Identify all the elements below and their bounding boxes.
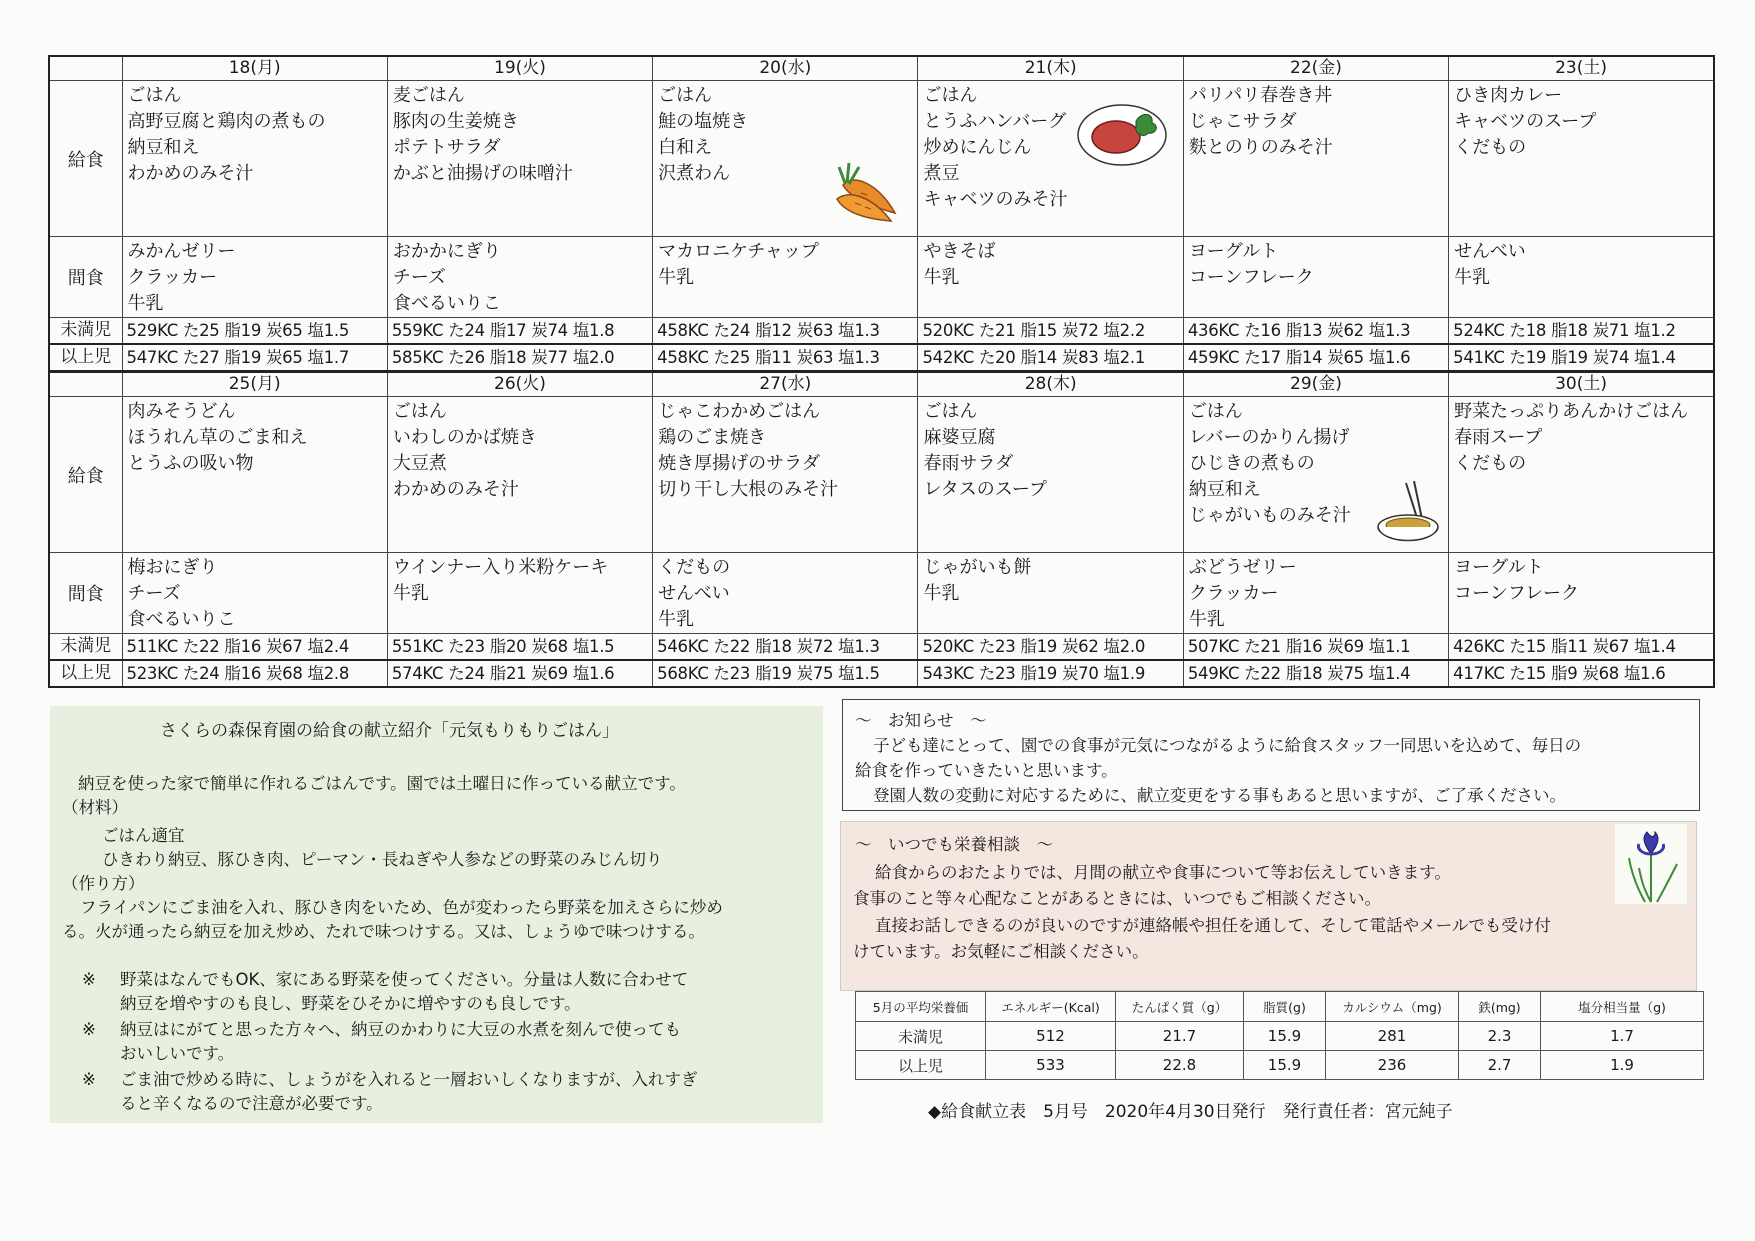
date-header: 18(月) [122,56,387,81]
nutrition-value: 459KC た17 脂14 炭65 塩1.6 [1183,344,1448,371]
snack-menu: みかんゼリー クラッカー 牛乳 [127,241,236,314]
row-label-lunch: 給食 [49,81,122,237]
nutrition-row-over3 [49,344,1714,371]
method-step: フライパンにごま油を入れ、豚ひき肉をいため、色が変わったら野菜を加えさらに炒め [80,898,723,917]
average-header: たんぱく質（g） [1116,992,1244,1022]
method-step: る。火が通ったら納豆を加え炒め、たれで味つけする。又は、しょうゆで味つけする。 [62,922,705,941]
snack-row [49,237,1714,318]
iris-flower-icon [1615,824,1687,904]
row-label-snack: 間食 [49,237,122,318]
lunch-menu: ごはん いわしのかば焼き 大豆煮 わかめのみそ汁 [392,401,537,500]
row-label-under3: 未満児 [49,318,122,345]
date-header: 25(月) [122,372,387,397]
material-item: ひきわり納豆、豚ひき肉、ピーマン・長ねぎや人参などの野菜のみじん切り [102,850,663,869]
row-label-lunch: 給食 [49,397,122,553]
average-header: カルシウム（mg) [1326,992,1459,1022]
date-header: 30(土) [1449,372,1714,397]
note-text: 納豆はにがてと思った方々へ、納豆のかわりに大豆の水煮を刻んで使っても [120,1020,681,1039]
average-header: 5月の平均栄養価 [856,992,986,1022]
nutrition-row-over3 [49,660,1714,687]
nutrition-value: 520KC た23 脂19 炭62 塩2.0 [918,634,1183,661]
date-header: 19(火) [387,56,652,81]
nutrition-value: 511KC た22 脂16 炭67 塩2.4 [122,634,387,661]
lunch-menu: ひき肉カレー キャベツのスープ くだもの [1454,85,1597,158]
recipe-panel [50,706,823,1123]
nutrition-value: 436KC た16 脂13 炭62 塩1.3 [1183,318,1448,345]
snack-menu: くだもの せんべい 牛乳 [658,557,731,630]
note-mark: ※ [82,1070,96,1089]
average-cell: 2.7 [1459,1051,1541,1080]
date-row [49,56,1714,81]
material-item: ごはん適宜 [102,826,185,845]
nutrition-value: 549KC た22 脂18 炭75 塩1.4 [1183,660,1448,687]
date-header: 23(土) [1449,56,1714,81]
snack-menu: ぶどうゼリー クラッカー 牛乳 [1188,557,1297,630]
nutrition-value: 458KC た24 脂12 炭63 塩1.3 [653,318,918,345]
snack-menu: おかかにぎり チーズ 食べるいりこ [392,241,501,314]
snack-row [49,553,1714,634]
lunch-menu: ごはん 高野豆腐と鶏肉の煮もの 納豆和え わかめのみそ汁 [127,85,326,184]
menu-table-week1 [48,55,1715,372]
consult-line: 食事のこと等々心配なことがあるときには、いつでもご相談ください。 [853,889,1381,908]
average-cell: 15.9 [1244,1022,1326,1051]
row-label-under3: 未満児 [49,634,122,661]
note-mark: ※ [82,970,96,989]
date-header: 20(水) [653,56,918,81]
average-cell: 1.7 [1541,1022,1704,1051]
note-text: 野菜はなんでもOK、家にある野菜を使ってください。分量は人数に合わせて [120,970,689,989]
snack-menu: ヨーグルト コーンフレーク [1454,557,1580,604]
average-nutrition-table [855,991,1704,1080]
note-mark: ※ [82,1020,96,1039]
snack-menu: 梅おにぎり チーズ 食べるいりこ [127,557,236,630]
lunch-menu: 麦ごはん 豚肉の生姜焼き ポテトサラダ かぶと油揚げの味噌汁 [392,85,573,184]
nutrition-value: 551KC た23 脂20 炭68 塩1.5 [387,634,652,661]
lunch-row [49,81,1714,237]
lunch-menu: ごはん レバーのかりん揚げ ひじきの煮もの 納豆和え じゃがいものみそ汁 [1188,401,1351,526]
consult-title: ～ いつでも栄養相談 ～ [855,835,1053,854]
nutrition-value: 585KC た26 脂18 炭77 塩2.0 [387,344,652,371]
snack-menu: やきそば 牛乳 [923,241,996,288]
average-row-over3 [856,1051,1704,1080]
nutrition-value: 543KC た23 脂19 炭70 塩1.9 [918,660,1183,687]
lunch-menu: パリパリ春巻き丼 じゃこサラダ 麩とのりのみそ汁 [1188,85,1333,158]
average-cell: 1.9 [1541,1051,1704,1080]
date-header: 22(金) [1183,56,1448,81]
nutrition-value: 542KC た20 脂14 炭83 塩2.1 [918,344,1183,371]
date-header: 29(金) [1183,372,1448,397]
snack-menu: ウインナー入り米粉ケーキ 牛乳 [392,557,609,604]
snack-menu: ヨーグルト コーンフレーク [1188,241,1314,288]
recipe-intro: 納豆を使った家で簡単に作れるごはんです。園では土曜日に作っている献立です。 [78,774,686,793]
lunch-menu: 肉みそうどん ほうれん草のごま和え とうふの吸い物 [127,401,308,474]
lunch-menu: じゃこわかめごはん 鶏のごま焼き 焼き厚揚げのサラダ 切り干し大根のみそ汁 [658,401,839,500]
date-header: 26(火) [387,372,652,397]
row-label-over3: 以上児 [49,660,122,687]
snack-menu: マカロニケチャップ 牛乳 [658,241,819,288]
nutrition-value: 546KC た22 脂18 炭72 塩1.3 [653,634,918,661]
lunch-menu: ごはん 鮭の塩焼き 白和え 沢煮わん [658,85,749,184]
average-cell: 15.9 [1244,1051,1326,1080]
consult-line: けています。お気軽にご相談ください。 [853,942,1149,961]
noodle-bowl-icon [1376,481,1442,551]
average-cell: 2.3 [1459,1022,1541,1051]
row-label-snack: 間食 [49,553,122,634]
date-header: 28(木) [918,372,1183,397]
recipe-title: さくらの森保育園の給食の献立紹介「元気もりもりごはん」 [160,721,619,741]
snack-menu: じゃがいも餅 牛乳 [923,557,1032,604]
consult-line: 給食からのおたよりでは、月間の献立や食事について等お伝えしていきます。 [875,863,1451,882]
nutrition-value: 568KC た23 脂19 炭75 塩1.5 [653,660,918,687]
nutrition-value: 541KC た19 脂19 炭74 塩1.4 [1449,344,1714,371]
average-cell: 281 [1326,1022,1459,1051]
nutrition-value: 458KC た25 脂11 炭63 塩1.3 [653,344,918,371]
note-text: ると辛くなるので注意が必要です。 [120,1094,383,1113]
nutrition-value: 524KC た18 脂18 炭71 塩1.2 [1449,318,1714,345]
date-row [49,372,1714,397]
average-cell: 未満児 [856,1022,986,1051]
average-header: 塩分相当量（g) [1541,992,1704,1022]
nutrition-value: 507KC た21 脂16 炭69 塩1.1 [1183,634,1448,661]
corner-cell [49,56,122,81]
nutrition-value: 547KC た27 脂19 炭65 塩1.7 [122,344,387,371]
average-header-row [856,992,1704,1022]
date-header: 27(水) [653,372,918,397]
lunch-row [49,397,1714,553]
consult-line: 直接お話しできるのが良いのですが連絡帳や担任を通して、そして電話やメールでも受け付 [875,916,1551,935]
average-cell: 533 [986,1051,1116,1080]
nutrition-row-under3 [49,634,1714,661]
lunch-menu: ごはん とうふハンバーグ 炒めにんじん 煮豆 キャベツのみそ汁 [923,85,1068,210]
average-header: 脂質(g) [1244,992,1326,1022]
note-text: 納豆を増やすのも良し、野菜をひそかに増やすのも良しです。 [120,994,581,1013]
average-cell: 22.8 [1116,1051,1244,1080]
note-text: ごま油で炒める時に、しょうがを入れると一層おいしくなりますが、入れすぎ [120,1070,698,1089]
notice-line: 子ども達にとって、園での食事が元気につながるように給食スタッフ一同思いを込めて、毎日の [873,736,1582,755]
row-label-over3: 以上児 [49,344,122,371]
average-row-under3 [856,1022,1704,1051]
nutrition-value: 523KC た24 脂16 炭68 塩2.8 [122,660,387,687]
average-cell: 以上児 [856,1051,986,1080]
nutrition-value: 559KC た24 脂17 炭74 塩1.8 [387,318,652,345]
average-cell: 21.7 [1116,1022,1244,1051]
materials-heading: （材料） [62,798,128,817]
menu-table-week2 [48,371,1715,688]
date-header: 21(木) [918,56,1183,81]
nutrition-row-under3 [49,318,1714,345]
average-header: 鉄(mg) [1459,992,1541,1022]
notice-box [842,699,1700,811]
lunch-menu: ごはん 麻婆豆腐 春雨サラダ レタスのスープ [923,401,1047,500]
lunch-menu: 野菜たっぷりあんかけごはん 春雨スープ くだもの [1454,401,1689,474]
consultation-box [840,821,1697,991]
nutrition-value: 520KC た21 脂15 炭72 塩2.2 [918,318,1183,345]
average-cell: 236 [1326,1051,1459,1080]
corner-cell [49,372,122,397]
average-header: エネルギー(Kcal) [986,992,1116,1022]
notice-line: 登園人数の変動に対応するために、献立変更をする事もあると思いますが、ご了承ください。 [873,786,1566,805]
nutrition-value: 417KC た15 脂9 炭68 塩1.6 [1449,660,1714,687]
carrot-icon [833,155,905,227]
publication-footer: ◆給食献立表 5月号 2020年4月30日発行 発行責任者：宮元純子 [928,1102,1453,1122]
snack-menu: せんべい 牛乳 [1454,241,1526,288]
method-heading: （作り方） [62,874,145,893]
hamburg-steak-icon [1076,97,1168,167]
notice-title: ～ お知らせ ～ [855,711,987,730]
notice-line: 給食を作っていきたいと思います。 [855,761,1118,780]
nutrition-value: 426KC た15 脂11 炭67 塩1.4 [1449,634,1714,661]
nutrition-value: 529KC た25 脂19 炭65 塩1.5 [122,318,387,345]
nutrition-value: 574KC た24 脂21 炭69 塩1.6 [387,660,652,687]
average-cell: 512 [986,1022,1116,1051]
note-text: おいしいです。 [120,1044,235,1063]
